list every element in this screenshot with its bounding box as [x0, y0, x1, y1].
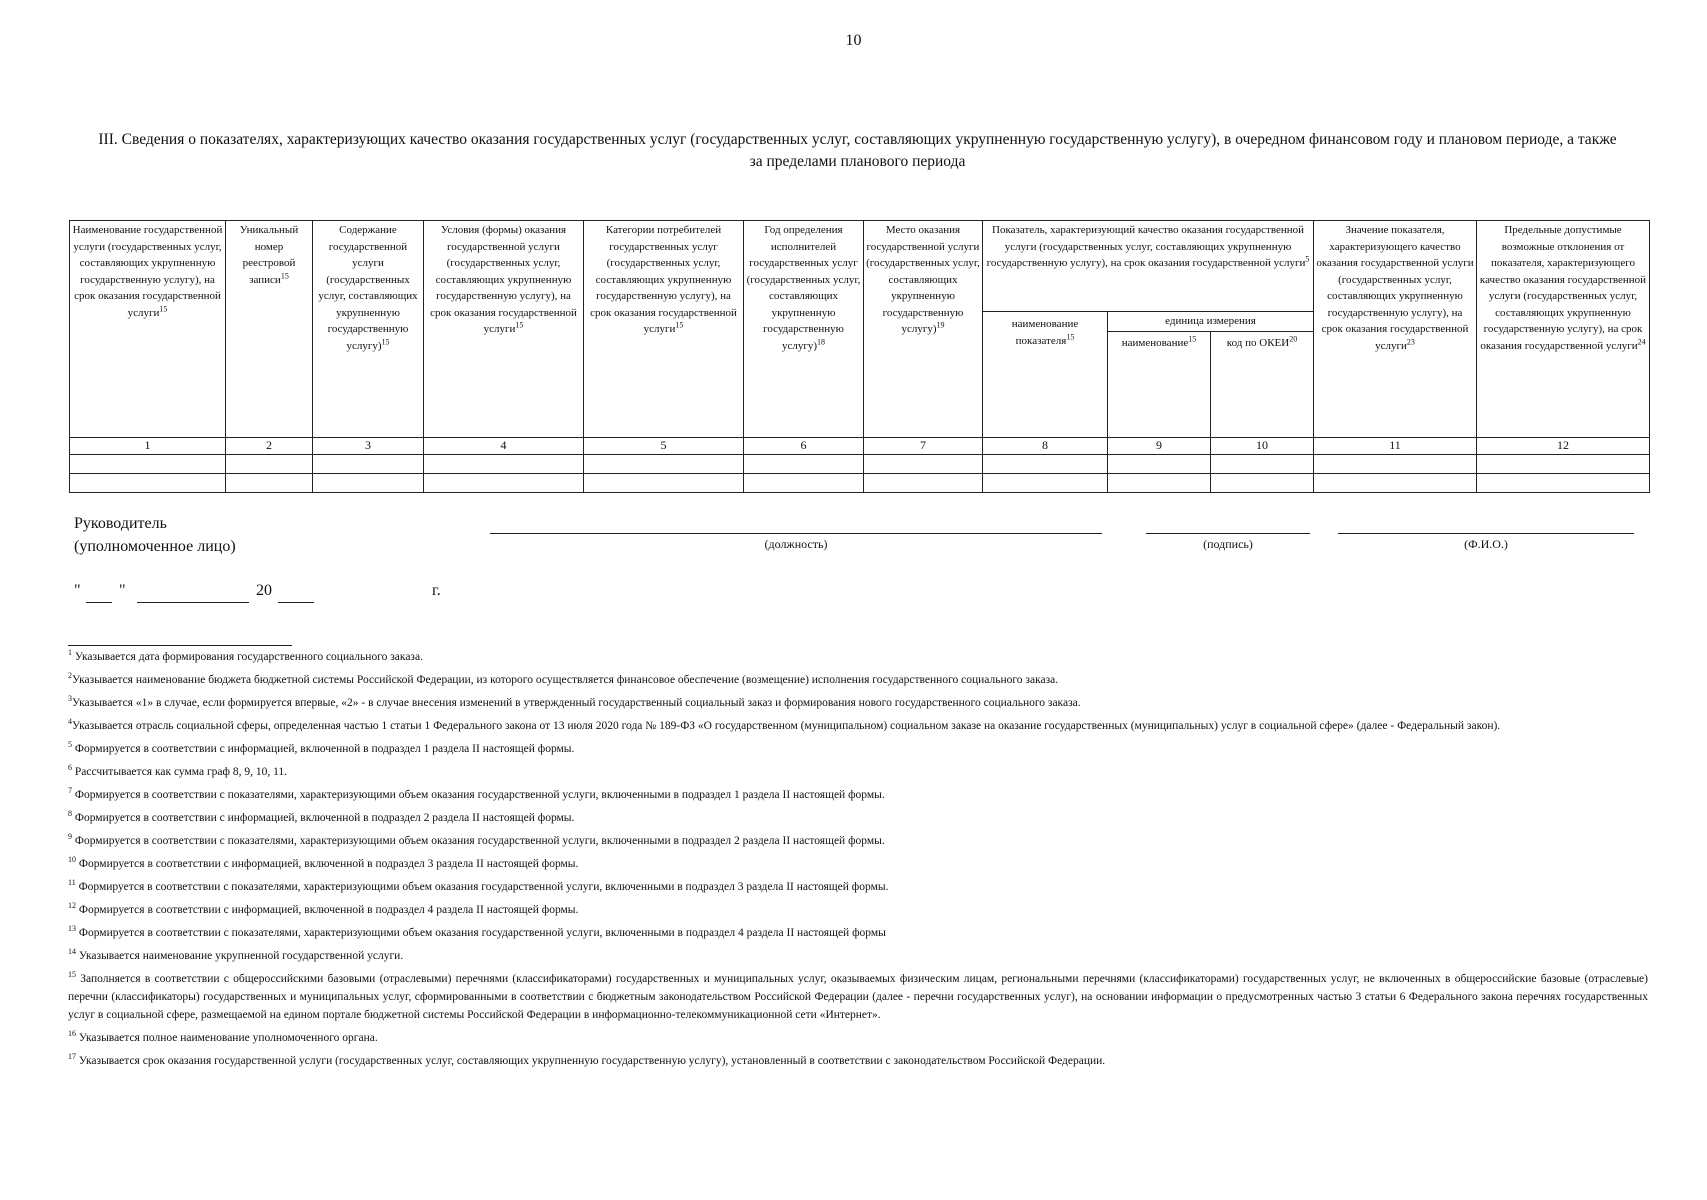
footnote: $^{16}$ Указывается полное наименование уполномоченного органа. [68, 1029, 378, 1044]
position-caption: (должность) [764, 537, 828, 551]
unit-group-label: единица измерения [1108, 312, 1313, 332]
footnote: $^1$ Указывается дата формирования государственного социального заказа. [68, 648, 423, 663]
footnote: $^{15}$ Заполняется в соответствии с общероссийскими базовыми (отраслевыми) перечнями (классификаторами) государственных и муниципальных услуг, оказываемых физическим лицам, региональными перечнями (классификаторами) государственных услуг, не включенных в общероссийские базовые (отраслевые) перечни (классификаторы) государственных и муниципальных услуг, сформированными в соответствии с бюджетным законодательством Российской Федерации (далее - перечни государственных услуг), на основании информации о предусмотренных частью 3 статьи 6 Федерального закона перечнях государственных услуг в социальной сфере, размещаемой на едином портале бюджетной системы Российской Федерации в информационно-телекоммуникационной сети «Интернет». [68, 970, 1648, 1021]
empty-cell[interactable] [226, 454, 313, 473]
empty-cell[interactable] [584, 454, 744, 473]
empty-cell[interactable] [584, 473, 744, 492]
footnotes [68, 648, 1648, 1075]
header-consumer-categories: Категории потребителей государственных услуг (государственных услуг, составляющих укрупненную государственную услугу), на срок оказания государственной услуги$^{15}$ [584, 221, 744, 438]
empty-cell[interactable] [983, 454, 1108, 473]
col-num: 9 [1108, 437, 1211, 454]
header-service-name: Наименование государственной услуги (государственных услуг, составляющих укрупненную государственную услугу), на срок оказания государственной услуги$^{15}$ [70, 221, 226, 438]
header-okei-code: код по ОКЕИ$^{20}$ [1226, 333, 1298, 349]
empty-cell[interactable] [70, 473, 226, 492]
footnote: $^8$ Формируется в соответствии с информацией, включенной в подраздел 2 раздела II настоящей формы. [68, 809, 575, 824]
footnote: $^7$ Формируется в соответствии с показателями, характеризующими объем оказания государственной услуги, включенными в подраздел 1 раздела II настоящей формы. [68, 786, 885, 801]
quality-indicators-table [69, 220, 1650, 493]
empty-cell[interactable] [313, 454, 424, 473]
empty-cell[interactable] [864, 473, 983, 492]
footnote: $^{12}$ Формируется в соответствии с информацией, включенной в подраздел 4 раздела II настоящей формы. [68, 901, 579, 916]
empty-cell[interactable] [424, 473, 584, 492]
header-registry-number: Уникальный номер реестровой записи$^{15}$ [226, 221, 313, 438]
table-row [70, 473, 1650, 492]
name-caption: (Ф.И.О.) [1464, 537, 1508, 551]
date-day-line[interactable] [86, 602, 112, 603]
footnote: $^{11}$ Формируется в соответствии с показателями, характеризующими объем оказания государственной услуги, включенными в подраздел 3 раздела II настоящей формы. [68, 878, 889, 893]
empty-cell[interactable] [744, 454, 864, 473]
col-num: 1 [70, 437, 226, 454]
signatory-role-line1: Руководитель [74, 515, 167, 532]
empty-cell[interactable] [864, 454, 983, 473]
name-line[interactable] [1338, 533, 1634, 534]
position-line[interactable] [490, 533, 1102, 534]
footnote: $^{14}$ Указывается наименование укрупненной государственной услуги. [68, 947, 404, 962]
empty-cell[interactable] [1314, 473, 1477, 492]
col-num: 10 [1211, 437, 1314, 454]
col-num: 5 [584, 437, 744, 454]
header-unit-group [1108, 312, 1314, 438]
date-year-prefix: 20 [256, 582, 272, 599]
header-allowed-deviation: Предельные допустимые возможные отклонения от показателя, характеризующего качество оказания государственной услуги (государственных услуг, составляющих укрупненную государственную услугу), на срок оказания государственной услуги$^{24}$ [1477, 221, 1650, 438]
empty-cell[interactable] [1108, 454, 1211, 473]
header-service-content: Содержание государственной услуги (государственных услуг, составляющих укрупненную государственную услугу)$^{15}$ [313, 221, 424, 438]
col-num: 3 [313, 437, 424, 454]
page-number: 10 [845, 32, 862, 49]
col-num: 12 [1477, 437, 1650, 454]
footnote: $^2$Указывается наименование бюджета бюджетной системы Российской Федерации, из которого осуществляется финансовое обеспечение (возмещение) исполнения государственного социального заказа. [68, 671, 1059, 686]
col-num: 6 [744, 437, 864, 454]
empty-cell[interactable] [226, 473, 313, 492]
footnote: $^5$ Формируется в соответствии с информацией, включенной в подраздел 1 раздела II настоящей формы. [68, 740, 575, 755]
date-quote-close: " [119, 582, 126, 599]
empty-cell[interactable] [1477, 454, 1650, 473]
empty-cell[interactable] [1211, 454, 1314, 473]
section-title: III. Сведения о показателях, характеризующих качество оказания государственных услуг (государственных услуг, составляющих укрупненную государственную услугу), в очередном финансовом году и плановом периоде, а также за пределами планового периода [98, 131, 1617, 170]
header-unit-name: наименование$^{15}$ [1108, 332, 1211, 437]
date-month-line[interactable] [137, 602, 249, 603]
footnote-separator [68, 645, 292, 646]
signatory-label [74, 512, 236, 558]
footnote: $^6$ Рассчитывается как сумма граф 8, 9, 10, 11. [68, 763, 288, 778]
empty-cell[interactable] [424, 454, 584, 473]
footnote: $^{10}$ Формируется в соответствии с информацией, включенной в подраздел 3 раздела II настоящей формы. [68, 855, 579, 870]
empty-cell[interactable] [70, 454, 226, 473]
empty-cell[interactable] [1211, 473, 1314, 492]
header-service-conditions: Условия (формы) оказания государственной услуги (государственных услуг, составляющих укрупненную государственную услугу), на срок оказания государственной услуги$^{15}$ [424, 221, 584, 438]
empty-cell[interactable] [313, 473, 424, 492]
footnote: $^9$ Формируется в соответствии с показателями, характеризующими объем оказания государственной услуги, включенными в подраздел 2 раздела II настоящей формы. [68, 832, 885, 847]
header-row-1 [70, 221, 1650, 312]
empty-cell[interactable] [1314, 454, 1477, 473]
signatory-role-line2: (уполномоченное лицо) [74, 538, 236, 555]
header-quality-indicator-group: Показатель, характеризующий качество оказания государственной услуги (государственных услуг, составляющих укрупненную государственную услугу), на срок оказания государственной услуги$^5$ [983, 221, 1314, 312]
header-provider-year: Год определения исполнителей государственных услуг (государственных услуг, составляющих укрупненную государственную услугу)$^{18}$ [744, 221, 864, 438]
header-indicator-value: Значение показателя, характеризующего качество оказания государственной услуги (государственных услуг, составляющих укрупненную государственную услугу), на срок оказания государственной услуги$^{23}$ [1314, 221, 1477, 438]
empty-cell[interactable] [1108, 473, 1211, 492]
table-row [70, 454, 1650, 473]
footnote: $^{13}$ Формируется в соответствии с показателями, характеризующими объем оказания государственной услуги, включенными в подраздел 4 раздела II настоящей формы [68, 924, 886, 939]
footnote: $^3$Указывается «1» в случае, если формируется впервые, «2» - в случае внесения изменений в утвержденный государственный социальный заказ и формирования нового государственного социального заказа. [68, 694, 1081, 709]
col-num: 4 [424, 437, 584, 454]
footnote: $^{17}$ Указывается срок оказания государственной услуги (государственных услуг, составляющих укрупненную государственную услугу), установленный в соответствии с законодательством Российской Федерации. [68, 1052, 1106, 1067]
empty-cell[interactable] [983, 473, 1108, 492]
column-numbers-row [70, 437, 1650, 454]
col-num: 2 [226, 437, 313, 454]
header-indicator-name: наименование показателя$^{15}$ [983, 312, 1108, 438]
signature-caption: (подпись) [1203, 537, 1253, 551]
col-num: 7 [864, 437, 983, 454]
empty-cell[interactable] [1477, 473, 1650, 492]
header-service-place: Место оказания государственной услуги (государственных услуг, составляющих укрупненную государственную услугу)$^{19}$ [864, 221, 983, 438]
footnote: $^4$Указывается отрасль социальной сферы, определенная частью 1 статьи 1 Федерального закона от 13 июля 2020 года № 189-ФЗ «О государственном (муниципальном) социальном заказе на оказание государственных (муниципальных) услуг в социальной сфере» (далее - Федеральный закон). [68, 717, 1501, 732]
date-suffix: г. [432, 582, 441, 599]
col-num: 11 [1314, 437, 1477, 454]
col-num: 8 [983, 437, 1108, 454]
date-quote-open: " [74, 582, 81, 599]
empty-cell[interactable] [744, 473, 864, 492]
signature-line[interactable] [1146, 533, 1310, 534]
date-year-line[interactable] [278, 602, 314, 603]
